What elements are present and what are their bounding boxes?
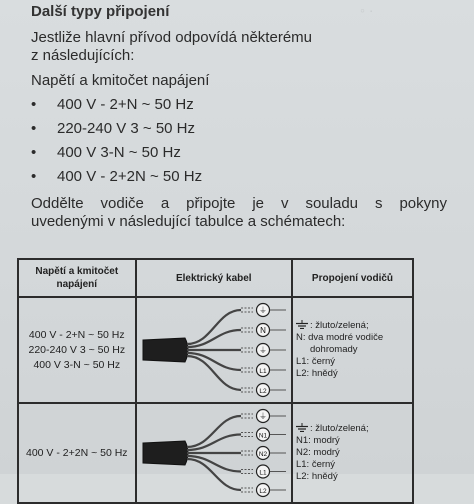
connection-cell (292, 297, 413, 403)
cable-diagram (137, 300, 288, 400)
connection-line: N1: modrý (295, 435, 340, 446)
intro-line-1: Jestliže hlavní přívod odpovídá některému (31, 29, 312, 46)
connection-line: L2: hnědý (295, 471, 338, 482)
supply-spec: 220-240 V 3 ~ 50 Hz (28, 343, 126, 356)
terminal-label: L1 (258, 368, 267, 375)
terminal-label: L2 (258, 488, 267, 495)
connection-line: L1: černý (295, 356, 336, 367)
supply-spec: 400 V - 2+N ~ 50 Hz (28, 328, 125, 341)
terminal-label: ⏚ (258, 306, 267, 315)
supply-spec: 400 V 3-N ~ 50 Hz (33, 358, 121, 371)
section-heading: Další typy připojení (31, 3, 170, 20)
cable-sheath (143, 338, 188, 362)
cable-diagram-cell (136, 297, 292, 403)
terminal-label: N1 (258, 432, 267, 440)
terminal-label: N2 (258, 451, 267, 458)
connection-line: L1: černý (295, 459, 336, 470)
connection-line: N: dva modré vodiče (295, 332, 384, 343)
bullet-icon: • (31, 120, 37, 137)
cable-sheath (143, 441, 188, 465)
supply-cell (18, 297, 136, 403)
cable-wire (187, 356, 286, 397)
intro-paragraph (31, 29, 312, 65)
connection-cell (292, 403, 413, 503)
terminal-label: N (259, 326, 266, 335)
list-item-text: 400 V - 2+2N ~ 50 Hz (57, 168, 203, 185)
header-cable: Elektrický kabel (136, 259, 292, 297)
table-row (18, 297, 413, 403)
supply-spec: 400 V - 2+2N ~ 50 Hz (26, 446, 128, 459)
header-supply: Napětí a kmitočet napájení (18, 259, 136, 297)
terminal-label: ⏚ (258, 346, 267, 355)
intro-line-2: z následujících: (31, 47, 135, 64)
cable-wire (187, 456, 286, 478)
supply-cell (18, 403, 136, 503)
connection-line (296, 423, 412, 435)
connection-line: N2: modrý (295, 447, 340, 458)
cable-wire (187, 304, 286, 345)
cable-wire (187, 410, 286, 448)
connection-text: : žluto/zelená; (309, 423, 369, 434)
bleed-through-mark: ◦ · (360, 2, 374, 18)
terminal-label: L2 (258, 388, 267, 395)
instruction-line-2: uvedenými v následující tabulce a schématech: (31, 213, 346, 230)
connection-line (296, 320, 412, 332)
bullet-icon: • (31, 144, 37, 161)
list-item-text: 400 V - 2+N ~ 50 Hz (57, 96, 194, 113)
terminal-label: L1 (258, 469, 267, 477)
list-item-text: 400 V 3-N ~ 50 Hz (57, 144, 181, 161)
cable-wire (187, 459, 286, 497)
table-header-row (18, 259, 413, 297)
cable-diagram-cell (136, 403, 292, 503)
cable-diagram (137, 406, 288, 500)
supply-label: Napětí a kmitočet napájení (31, 72, 210, 89)
connection-text: : žluto/zelená; (309, 320, 369, 331)
bullet-icon: • (31, 168, 37, 185)
bullet-icon: • (31, 96, 37, 113)
instruction-line-1: Oddělte vodiče a připojte je v souladu s pokyny (31, 195, 447, 212)
header-connection: Propojení vodičů (292, 259, 413, 297)
cable-wire (187, 428, 286, 450)
connection-line: dohromady (309, 344, 358, 355)
cable-wire (187, 353, 286, 377)
connection-line: L2: hnědý (295, 368, 338, 379)
wiring-table (17, 258, 414, 504)
table-row (18, 403, 413, 503)
list-item-text: 220-240 V 3 ~ 50 Hz (57, 120, 196, 137)
ground-icon (296, 320, 308, 329)
cable-wire (187, 324, 286, 348)
ground-icon (296, 423, 308, 432)
terminal-label: ⏚ (258, 412, 267, 421)
